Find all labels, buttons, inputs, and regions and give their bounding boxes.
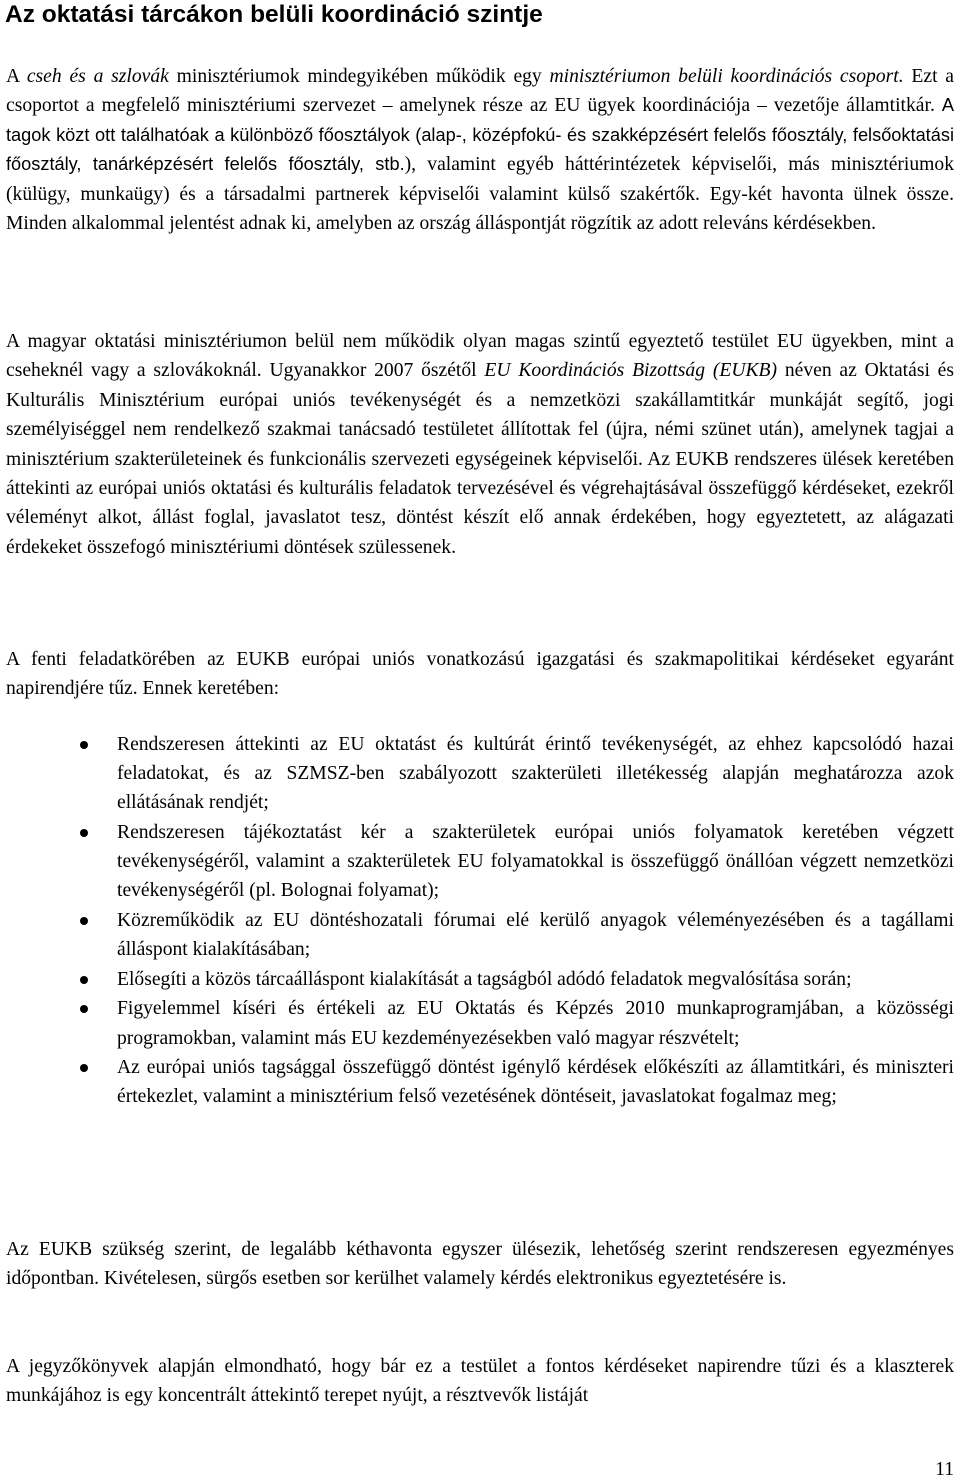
italic-text: minisztériumon belüli koordinációs csoport. — [549, 66, 904, 87]
text-run: ), valamint egyéb háttérintézetek képviselői, más minisztériumok (külügy, munkaügy) és a társadalmi partnerek képviselői valamint külső szakértők. Egy-két havonta ülnek össze. Minden alkalommal jelentést adnak ki, amelyben az ország álláspontját rögzítik az adott releváns kérdésekben. — [6, 154, 954, 235]
paragraph-eukb — [6, 327, 954, 562]
bullet-icon — [80, 829, 88, 837]
bullet-icon — [80, 976, 88, 984]
page-number: 11 — [935, 1459, 954, 1480]
list-item-text: Az európai uniós tagsággal összefüggő döntést igénylő kérdések előkészíti az államtitkári, és miniszteri értekezlet, valamint a minisztérium felső vezetésének döntéseit, javaslatokat fogalmaz meg; — [117, 1057, 954, 1108]
list-item — [0, 965, 954, 994]
italic-text: cseh és a szlovák — [26, 66, 169, 87]
list-item-text: Közreműködik az EU döntéshozatali fórumai elé kerülő anyagok véleményezésében és a tagállami álláspont kialakításában; — [117, 910, 954, 961]
bullet-icon — [80, 741, 88, 749]
list-item — [0, 994, 954, 1052]
italic-text: EU Koordinációs Bizottság (EUKB) — [484, 360, 778, 382]
list-item-text: Rendszeresen áttekinti az EU oktatást és kultúrát érintő tevékenységét, az ehhez kapcsolódó hazai feladatokat, és az SZMSZ-ben szabályozott szakterületi illetékesség alapján meghatározza azok ellátásának rendjét; — [117, 734, 954, 814]
text-run: néven az Oktatási és Kulturális Minisztérium európai uniós tevékenységét és a nemzetközi szakállamtitkár munkáját segítő, jogi személyiséggel nem rendelkező szakmai tanácsadó testületet állítottak fel (újra, némi szünet után), amelynek tagjai a minisztérium szakterületeinek és funkcionális szervezeti egységeinek képviselői. Az EUKB rendszeres ülések keretében áttekinti az európai uniós oktatási és kulturális feladatok tervezésével és végrehajtásával összefüggő kérdéseket, ezekről véleményt alkot, állást foglal, javaslatot tesz, döntést készít elő annak érdekében, hogy egyeztetett, az alágazati érdekeket összefogó minisztériumi döntések szülessenek. — [6, 360, 955, 558]
paragraph-meeting-frequency: Az EUKB szükség szerint, de legalább kéthavonta egyszer ülésezik, lehetőség szerint rendszeresen egyezményes időpontban. Kivételesen, sürgős esetben sor kerülhet valamely kérdés elektronikus egyeztetésére is. — [6, 1239, 954, 1290]
list-item — [0, 1053, 954, 1111]
list-item — [0, 818, 954, 906]
section-heading: Az oktatási tárcákon belüli koordináció szintje — [5, 1, 543, 28]
paragraph-coordination-groups — [6, 62, 954, 238]
task-list — [0, 730, 960, 1112]
text-run: A — [6, 66, 27, 87]
paragraph-eukb-tasks-intro: A fenti feladatkörében az EUKB európai uniós vonatkozású igazgatási és szakmapolitikai kérdéseket egyaránt napirendjére tűz. Ennek keretében: — [6, 649, 954, 700]
list-item-text: Figyelemmel kíséri és értékeli az EU Oktatás és Képzés 2010 munkaprogramjában, a közösségi programokban, valamint más EU kezdeményezésekben való magyar részvételt; — [117, 998, 954, 1049]
bullet-icon — [80, 1005, 88, 1013]
text-run: minisztériumok mindegyikében működik egy — [168, 66, 550, 87]
bullet-icon — [80, 1064, 88, 1072]
sans-text-run: A tagok közt ott találhatóak a különböző főosztályok (alap-, középfokú- és szakképzésért felelős főosztály, felsőoktatási főosztály, tanárképzésért felelős főosztály, stb. — [6, 95, 954, 175]
list-item — [0, 906, 954, 964]
list-item-text: Elősegíti a közös tárcaálláspont kialakítását a tagságból adódó feladatok megvalósítása során; — [117, 968, 852, 990]
text-run: A magyar oktatási minisztériumon belül nem működik olyan magas szintű egyeztető testület EU ügyekben, mint a cseheknél vagy a szlovákoknál. Ugyanakkor 2007 őszétől — [6, 331, 954, 382]
list-item-text: Rendszeresen tájékoztatást kér a szakterületek európai uniós folyamatok keretében végzett tevékenységéről, valamint a szakterületek EU folyamatokkal is összefüggő önállóan végzett nemzetközi tevékenységéről (pl. Bolognai folyamat); — [117, 822, 954, 902]
paragraph-minutes: A jegyzőkönyvek alapján elmondható, hogy bár ez a testület a fontos kérdéseket napirendre tűzi és a klaszterek munkájához is egy koncentrált áttekintő terepet nyújt, a résztvevők listáját — [6, 1356, 954, 1407]
list-item — [0, 730, 954, 818]
text-run: Ezt a csoportot a megfelelő minisztériumi szervezet – amelynek része az EU ügyek koordinációja – vezetője államtitkár. — [6, 66, 955, 117]
bullet-icon — [80, 917, 88, 925]
